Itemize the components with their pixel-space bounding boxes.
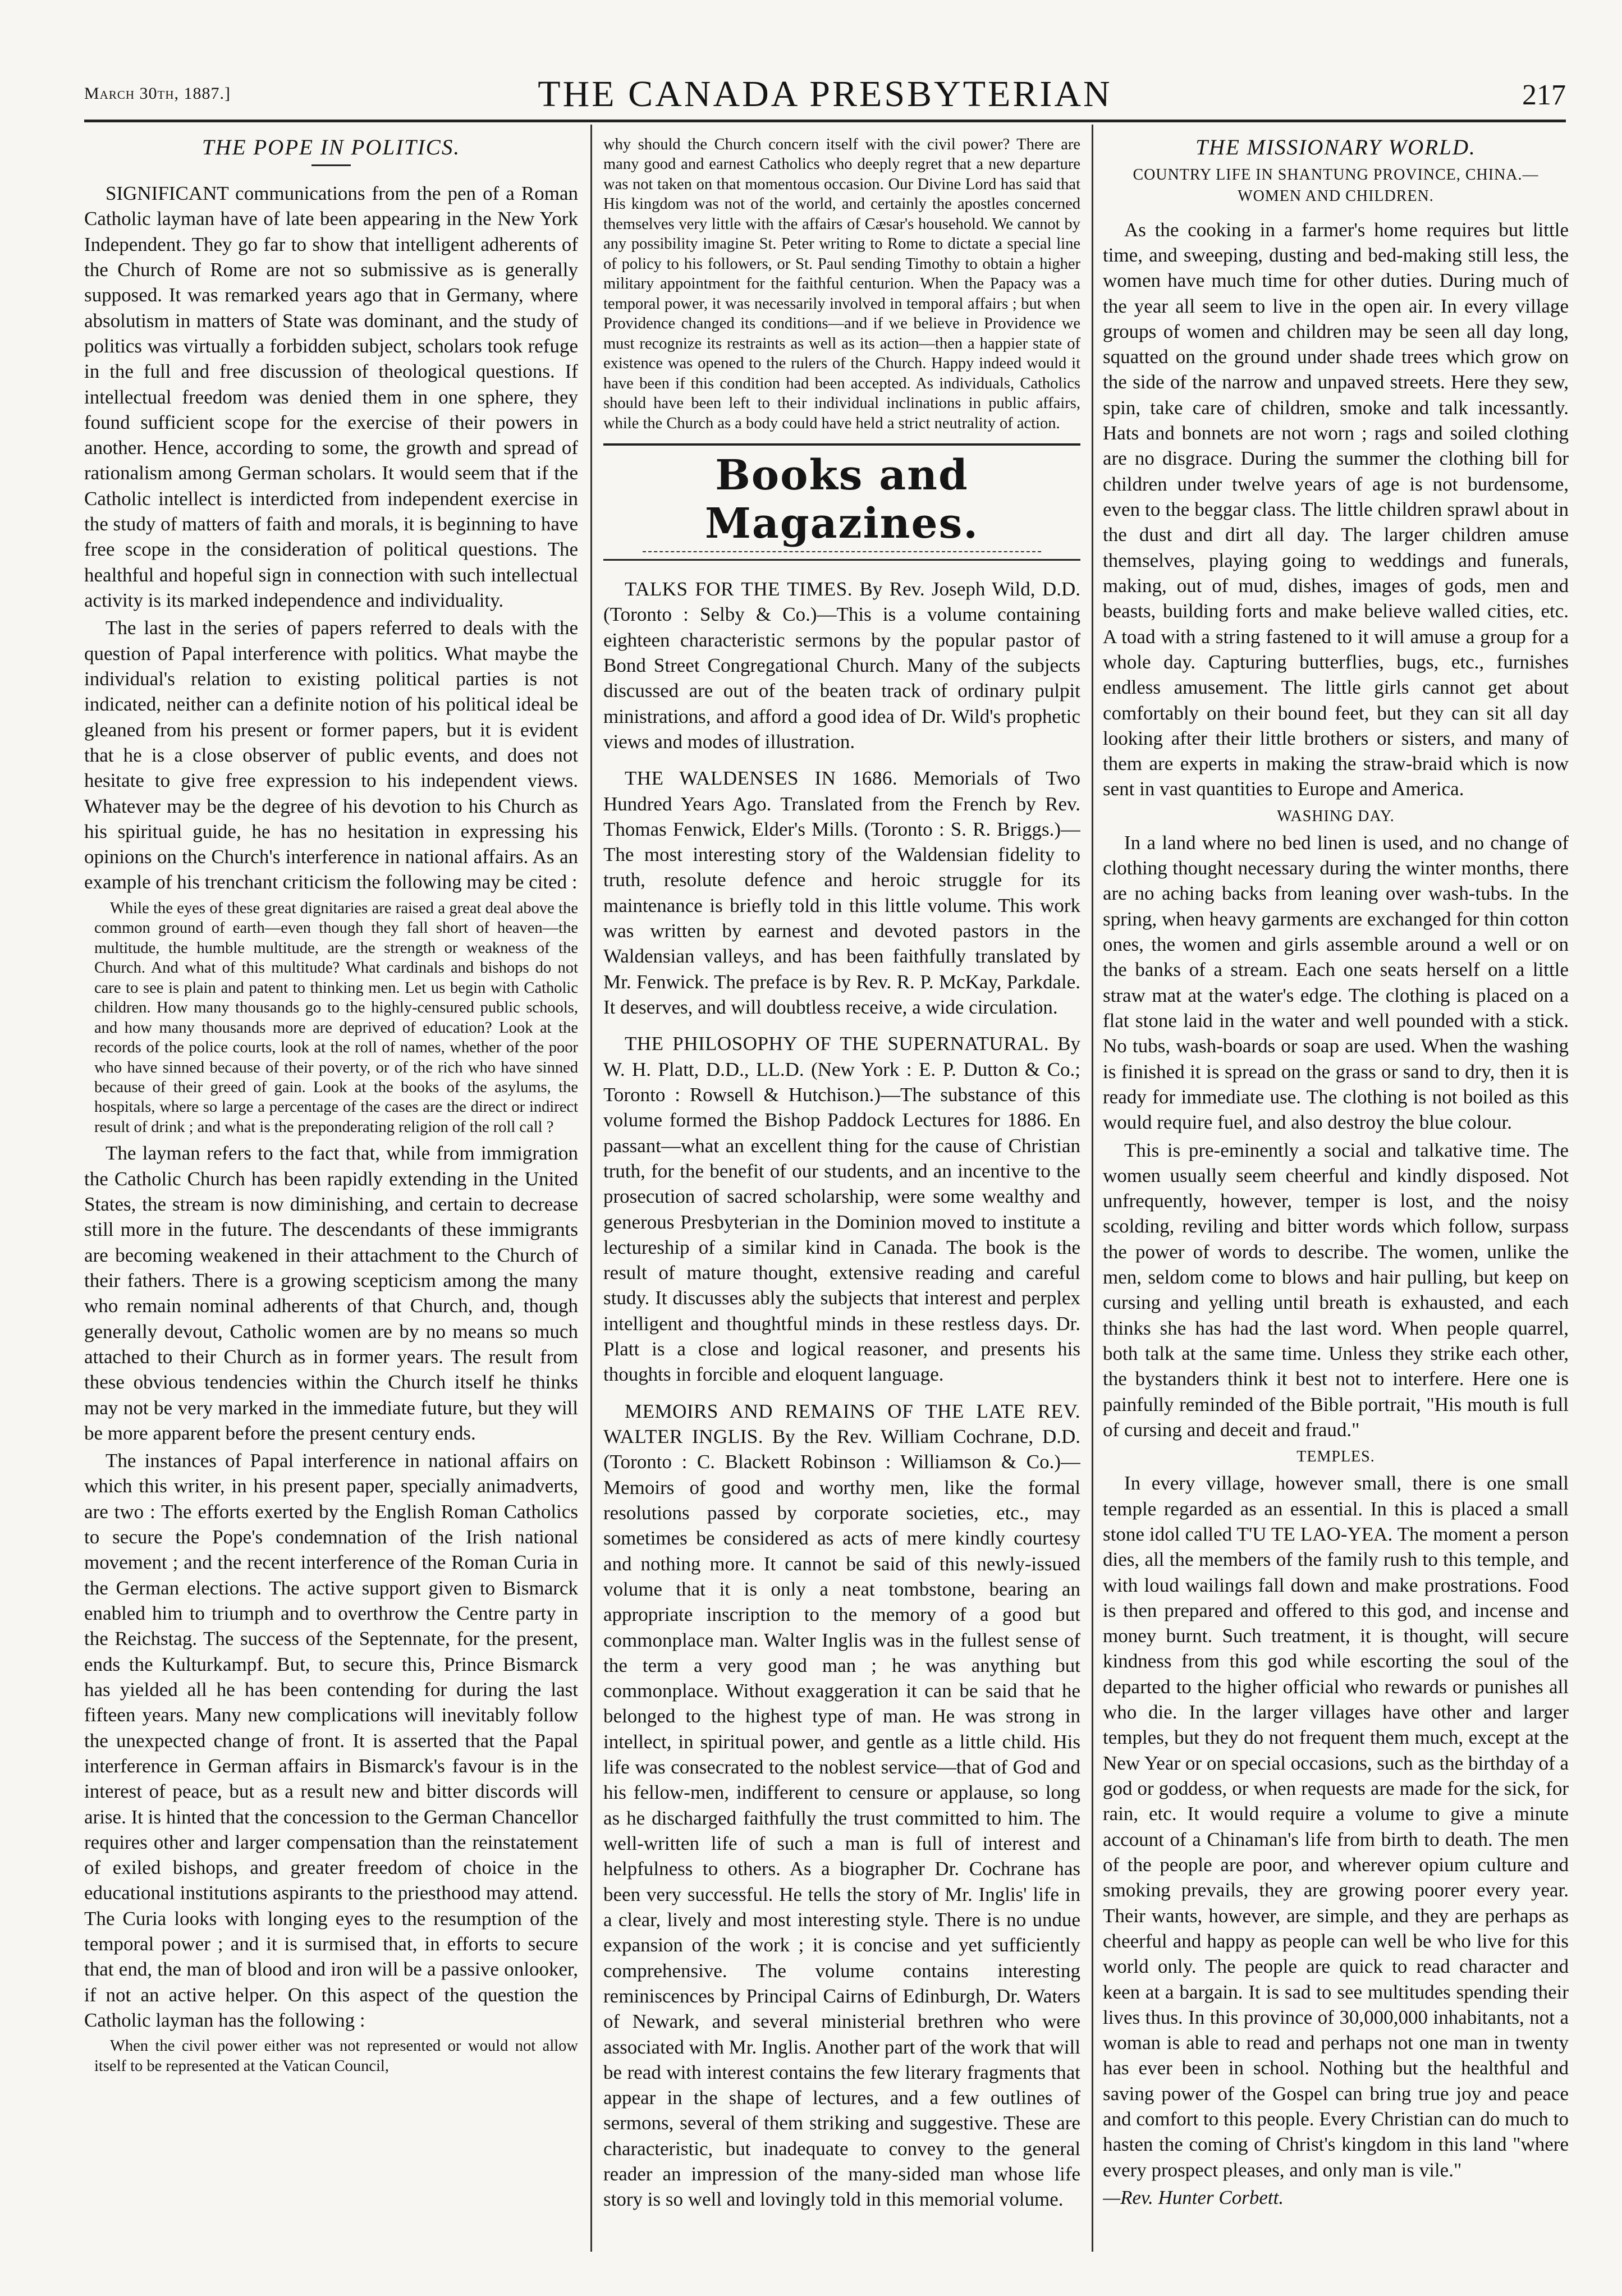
book-review (603, 766, 1080, 1020)
article-paragraph: The instances of Papal interference in national affairs on which this writer, in his present paper, specially animadverts, are two : The efforts exerted by the English Roman Catholics to secure the Pope's condemnation of the Irish national movement ; and the recent interference of the Roman Curia in the German elections. The active support given to Bismarck enabled him to triumph and to overthrow the Centre party in the Reichstag. The success of the Septennate, for the present, ends the Kulturkampf. But, to secure this, Prince Bismarck has yielded all he has been contending for during the last fifteen years. Many new complications will inevitably follow the unexpected change of front. It is asserted that the Papal interference in German affairs in Bismarck's favour is in the interest of peace, but as a result new and bitter discords will arise. It is hinted that the concession to the German Chancellor requires other and larger compensation than the reinstatement of exiled bishops, and greater freedom of choice in the educational institutions aspirants to the priesthood may attend. The Curia looks with longing eyes to the resumption of the temporal power ; and it is surmised that, in efforts to secure that end, the man of blood and iron will be a passive onlooker, if not an active helper. On this aspect of the question the Catholic layman has the following : (84, 1450, 578, 2031)
newspaper-title: THE CANADA PRESBYTERIAN (538, 74, 1112, 114)
column-left (84, 135, 578, 2267)
section-heading-books: Books and Magazines. (705, 451, 979, 548)
column-right (1103, 135, 1569, 2211)
page-number: 217 (1522, 79, 1566, 111)
book-title: MEMOIRS AND REMAINS OF THE LATE REV. WALTER INGLIS. (603, 1400, 1080, 1448)
masthead (84, 73, 1566, 112)
masthead-rule (84, 120, 1566, 122)
book-title: TALKS FOR THE TIMES. (625, 578, 853, 601)
subheading: TEMPLES. (1296, 1448, 1375, 1466)
column-divider (590, 125, 592, 2252)
book-review (603, 1399, 1080, 2212)
block-quote (94, 899, 578, 1138)
book-review (603, 576, 1080, 754)
article-paragraph: SIGNIFICANT communications from the pen of a Roman Catholic layman have of late been appearing in the New York Independent. They go far to show that intelligent adherents of the Church of Rome are not so submissive as is generally supposed. It was remarked years ago that in Germany, where absolutism in matters of State was dominant, and the study of politics was virtually a forbidden subject, scholars took refuge in the full and free discussion of theological questions. If intellectual freedom was denied them in one sphere, they found sufficient scope for the exercise of their powers in another. Hence, according to some, the growth and spread of rationalism among German scholars. It would seem that if the Catholic intellect is interdicted from independent exercise in the study of matters of faith and morals, it is beginning to have free scope in the consideration of political questions. The healthful and hopeful sign in connection with such intellectual activity is its marked independence and individuality. (84, 182, 578, 611)
quote-paragraph: why should the Church concern itself with the civil power? There are many good and earnest Catholics who deeply regret that a new departure was not taken on that momentous occasion. Our Divine Lord has said that His kingdom was not of the world, and certainly the apostles concerned themselves very little with the affairs of Cæsar's household. We cannot by any possibility imagine St. Peter writing to Rome to dictate a special line of policy to his followers, or St. Paul sending Timothy to obtain a higher military appointment for the faithful centurion. When the Papacy was a temporal power, it was necessarily involved in temporal affairs ; but when Providence changed its conditions—and if we believe in Providence we must recognize its restraints as well as its action—then a happier state of existence was opened to the rulers of the Church. Happy indeed would it have been if this condition had been accepted. As individuals, Catholics should have been left to their individual inclinations in public affairs, while the Church as a body could have held a strict neutrality of action. (603, 136, 1080, 432)
article-headline: COUNTRY LIFE IN SHANTUNG PROVINCE, CHINA.— WOMEN AND CHILDREN. (1133, 166, 1539, 205)
article-paragraph: The layman refers to the fact that, while from immigration the Catholic Church has been rapidly extending in the United States, the stream is now diminishing, and certain to decrease still more in the future. The descendants of these immigrants are becoming weakened in their attachment to the Church of their fathers. There is a growing scepticism among the many who remain nominal adherents of that Church, and, though generally devout, Catholic women are by no means so much attached to their Church as in former years. The result from these obvious tendencies within the Church itself he thinks may not be very marked in the immediate future, but they will be more apparent before the present century ends. (84, 1142, 578, 1444)
book-review-text: By W. H. Platt, D.D., LL.D. (New York : E. P. Dutton & Co.; Toronto : Rowsell & Hutchison.)—The substance of this volume formed the Bishop Paddock Lectures for 1886. En passant—what an excellent thing for the cause of Christian truth, for the benefit of our students, and an incentive to the prosecution of sacred scholarship, were some wealthy and generous Presbyterian in the Dominion moved to institute a lectureship of a similar kind in Canada. The book is the result of mature thought, extensive reading and careful study. It discusses ably the subjects that interest and perplex intelligent and thoughtful minds in these restless days. Dr. Platt is a close and logical reasoner, and presents his thoughts in forcible and eloquent language. (603, 1033, 1080, 1386)
book-review (603, 1031, 1080, 1387)
block-quote-continued (603, 135, 1080, 433)
book-title: THE WALDENSES IN 1686. (625, 767, 898, 790)
subheading: WASHING DAY. (1277, 807, 1395, 825)
book-review-text: By Rev. Joseph Wild, D.D. (Toronto : Selby & Co.)—This is a volume containing eighteen characteristic sermons by the popular pastor of Bond Street Congregational Church. Many of the subjects discussed are out of the beaten track of ordinary pulpit ministrations, and afford a good idea of Dr. Wild's prophetic views and modes of illustration. (603, 578, 1080, 753)
title-dash (311, 164, 351, 166)
column-middle (603, 135, 1080, 2256)
books-magazines-header (603, 443, 1080, 561)
quote-paragraph: While the eyes of these great dignitaries are raised a great deal above the common ground of earth—even though they fall short of heaven—the multitude, the humble multitude, are the strength or weakness of the Church. And what of this multitude? What cardinals and bishops do not care to see is plain and patent to thinking men. Let us begin with Catholic children. How many thousands go to the highly-censured public schools, and how many thousands more are deprived of education? Look at the records of the police courts, look at the roll of names, whether of the poor who have sinned because of their poverty, or of the rich who have sinned because of their greed of gain. Look at the books of the asylums, the hospitals, where so large a percentage of the cases are the direct or indirect result of drink ; and what is the preponderating religion of the roll call ? (94, 899, 578, 1136)
book-review-text: By the Rev. William Cochrane, D.D. (Toronto : C. Blackett Robinson : Williamson & Co.)—Memoirs of good and worthy men, like the formal resolutions passed by corporate societies, etc., may sometimes be considered as acts of mere kindly courtesy and nothing more. It cannot be said of this newly-issued volume that it is only a neat tombstone, bearing an appropriate inscription to the memory of a good but commonplace man. Walter Inglis was in the fullest sense of the term a very good man ; he was anything but commonplace. Without exaggeration it can be said that he belonged to the highest type of man. He was strong in intellect, in spiritual power, and gentle as a little child. His life was consecrated to the noblest service—that of God and his fellow-men, indifferent to censure or applause, so long as he discharged faithfully the trust committed to him. The well-written life of such a man is full of interest and helpfulness to others. As a biographer Dr. Cochrane has been very successful. He tells the story of Mr. Inglis' life in a clear, lively and most interesting style. There is no undue expansion of the work ; it is concise and yet sufficiently comprehensive. The volume contains interesting reminiscences by Principal Cairns of Edinburgh, Dr. Waters of Newark, and several ministerial brethren who were associated with Mr. Inglis. Another part of the work that will be read with interest contains the few literary fragments that appear in the shape of lectures, and a few outlines of sermons, several of them striking and suggestive. These are characteristic, but inadequate to convey to the general reader an impression of the many-sided man whose life story is so well and lovingly told in this memorial volume. (603, 1426, 1080, 2211)
book-review-text: Memorials of Two Hundred Years Ago. Translated from the French by Rev. Thomas Fenwick, Elder's Mills. (Toronto : S. R. Briggs.)—The most interesting story of the Waldensian fidelity to truth, resolute defence and heroic struggle for its maintenance is briefly told in this little volume. This work was written by earnest and devoted pastors in the Waldensian valleys, and has been faithfully translated by Mr. Fenwick. The preface is by Rev. R. P. McKay, Parkdale. It deserves, and will doubtless receive, a wide circulation. (603, 767, 1080, 1019)
dashed-rule (643, 551, 1041, 552)
article-paragraph: The last in the series of papers referred to deals with the question of Papal interference with politics. What maybe the individual's relation to existing political parties is not indicated, neither can a definite notion of his political ideal be gleaned from his present or former papers, but it is evident that he is a close observer of public events, and does not hesitate to give free expression to his independent views. Whatever may be the degree of his devotion to his Church as his spiritual guide, he has no hesitation in expressing his opinions on the Church's interference in national affairs. As an example of his trenchant criticism the following may be cited : (84, 617, 578, 893)
quote-paragraph: When the civil power either was not represented or would not allow itself to be represented at the Vatican Council, (94, 2037, 578, 2075)
article-paragraph: In every village, however small, there is one small temple regarded as an essential. In this is placed a small stone idol called T'U TE LAO-YEA. The moment a person dies, all the members of the family rush to this temple, and with loud wailings fall down and make prostrations. Food is then prepared and offered to this god, and incense and money burnt. Such treatment, it is thought, will secure kindness from this god while escorting the soul of the departed to the higher official who rewards or punishes all who die. In the larger villages have other and larger temples, but they do not frequent them much, except at the New Year or on special occasions, such as the birthday of a god or goddess, or when requests are made for the sick, for rain, etc. It would require a volume to give a minute account of a Chinaman's life from birth to death. The men of the people are poor, and wherever opium culture and smoking prevails, they are growing poorer every year. Their wants, however, are simple, and they are perhaps as cheerful and happy as people can well be who live for this world only. The people are quick to read character and keen at a bargain. It is sad to see multitudes spending their lives thus. In this province of 30,000,000 inhabitants, not a woman is able to read and perhaps not one man in twenty has ever been in school. Nothing but the healthful and saving power of the Gospel can bring true joy and peace and comfort to this people. Every Christian can do much to hasten the coming of Christ's kingdom in this land "where every prospect pleases, and only man is vile." (1103, 1472, 1569, 2181)
column-divider (1092, 125, 1093, 2252)
article-title-pope: THE POPE IN POLITICS. (201, 135, 461, 159)
book-title: THE PHILOSOPHY OF THE SUPERNATURAL. (625, 1033, 1049, 1055)
article-paragraph: In a land where no bed linen is used, and no change of clothing thought necessary during the winter months, there are no aching backs from leaning over wash-tubs. In the spring, when heavy garments are exchanged for thin cotton ones, the women and girls assemble around a well or on the banks of a stream. Each one seats herself on a little straw mat at the water's edge. The clothing is placed on a flat stone laid in the water and well pounded with a stick. No tubs, wash-boards or soap are used. When the washing is finished it is spread on the grass or sand to dry, then it is ready for immediate use. The clothing is not boiled as this would require fuel, and also destroy the blue colour. (1103, 831, 1569, 1134)
author-signature: —Rev. Hunter Corbett. (1103, 2187, 1284, 2209)
article-paragraph: This is pre-eminently a social and talkative time. The women usually seem cheerful and kindly disposed. Not unfrequently, however, temper is lost, and the noisy scolding, reviling and bitter words which follow, surpass the power of words to describe. The women, unlike the men, seldom come to blows and hair pulling, but keep on cursing and yelling until breath is exhausted, and each thinks she has had the last word. When people quarrel, both talk at the same time. Unless they strike each other, the bystanders think it best not to interfere. Here one is painfully reminded of the Bible portrait, "His mouth is full of cursing and deceit and fraud." (1103, 1139, 1569, 1441)
article-title-missionary: THE MISSIONARY WORLD. (1195, 135, 1476, 159)
block-quote (94, 2036, 578, 2076)
article-paragraph: As the cooking in a farmer's home requires but little time, and sweeping, dusting and bed-making still less, the women have much time for other duties. During much of the year all seem to live in the open air. In every village groups of women and children may be seen all day long, squatted on the ground under shade trees which grow on the side of the narrow and unpaved streets. Here they sew, spin, take care of children, smoke and talk incessantly. Hats and bonnets are not worn ; rags and soiled clothing are no disgrace. During the summer the clothing bill for children under twelve years of age is not burdensome, even to the beggar class. The little children sprawl about in the dust and dirt all day. The larger children amuse themselves, playing going to weddings and funerals, making, out of mud, dishes, images of gods, men and beasts, building forts and make believe walled cities, etc. A toad with a string fastened to it will amuse a group for a whole day. Capturing butterflies, bugs, etc., furnishes endless amusement. The little girls cannot get about comfortably on their bound feet, but they can sit all day looking after their little brothers or sisters, and many of them are experts in making the straw-braid which is now sent in vast quantities to Europe and America. (1103, 218, 1569, 800)
issue-date: March 30th, 1887.] (84, 84, 231, 103)
